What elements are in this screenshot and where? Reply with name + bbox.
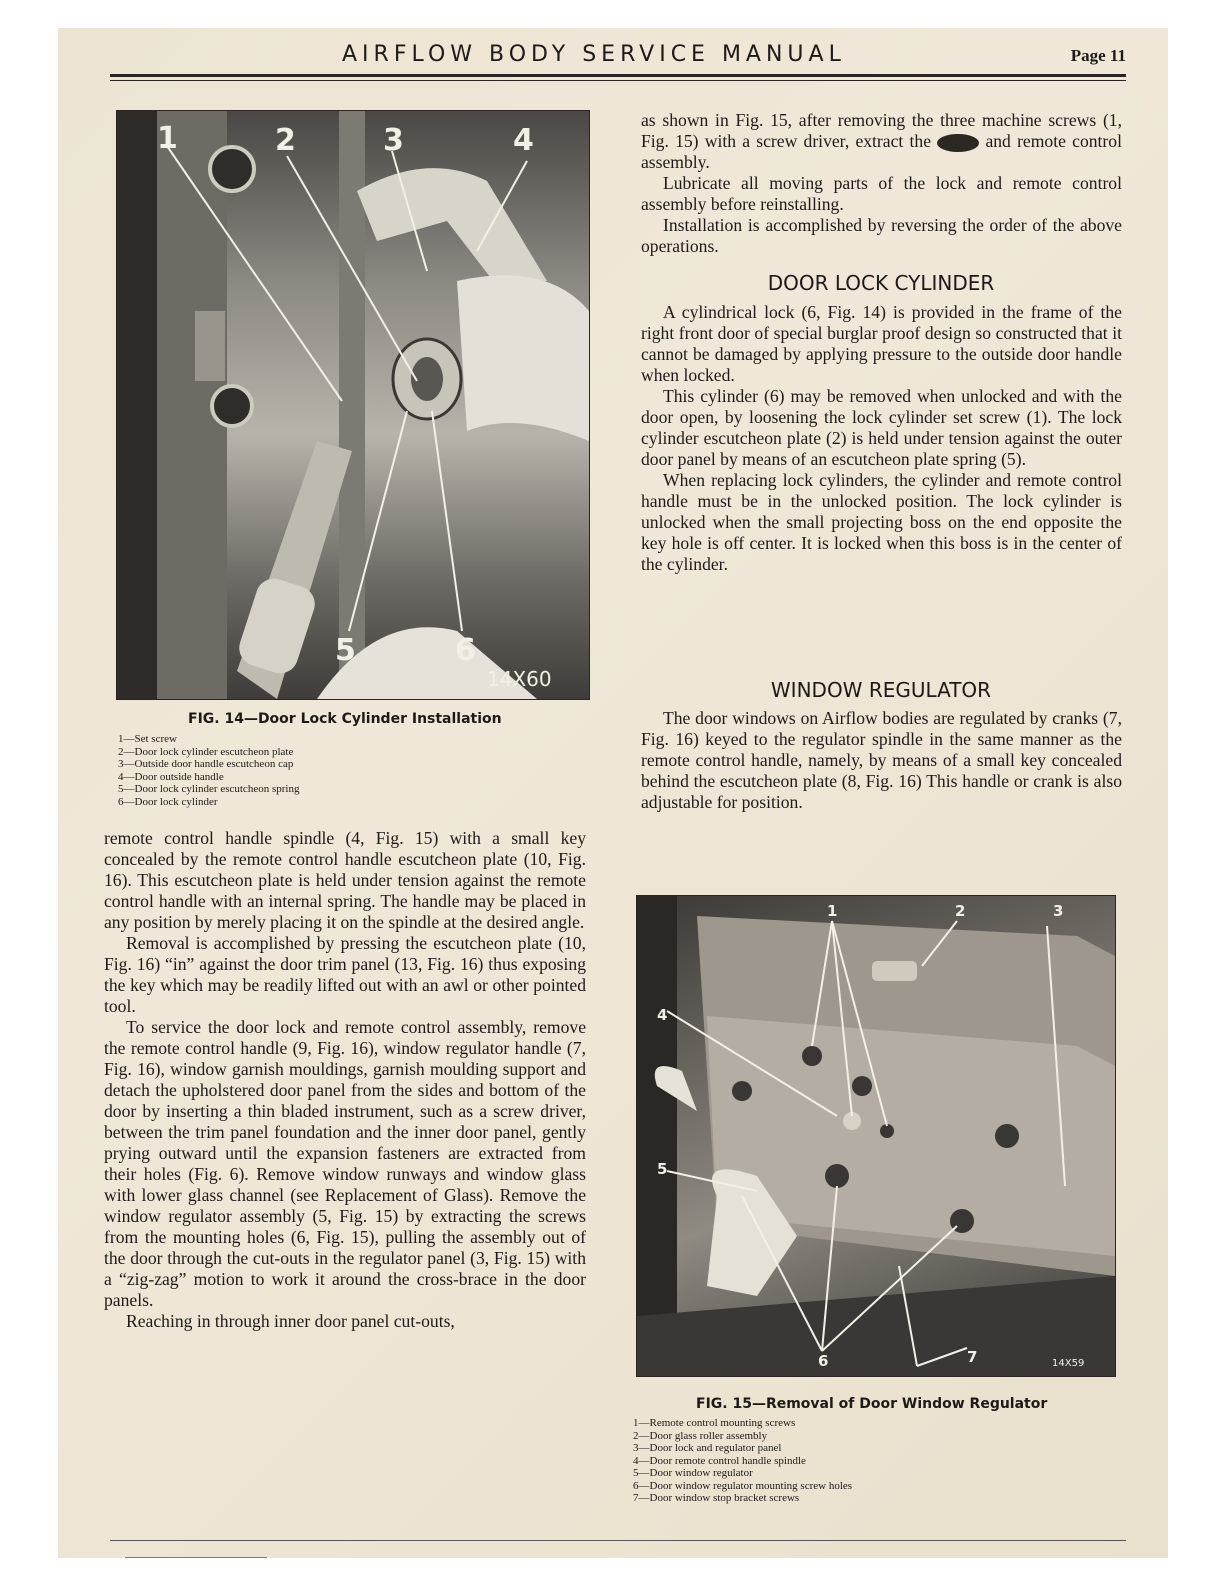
header-rule-thin [110, 80, 1126, 81]
figure-14-photo [116, 110, 590, 700]
right-paragraph: When replacing lock cylinders, the cylinder and remote control handle must be in the unlocked position. The lock cylinder is unlocked when the small projecting boss on the end opposite the key hole is off center. It is locked when this boss is in the center of the cylinder. [641, 470, 1122, 574]
figure-15-legend [633, 1417, 933, 1505]
figure-14-illustration [117, 111, 589, 699]
door-lock-section-text [641, 302, 1122, 575]
figure-15-legend-item: 4—Door remote control handle spindle [633, 1454, 806, 1467]
figure-15-callout-5: 5 [657, 1160, 668, 1178]
page-header [110, 40, 1126, 76]
figure-14-legend-item: 4—Door outside handle [118, 770, 224, 783]
left-paragraph: To service the door lock and remote control assembly, remove the remote control handle (9, Fig. 16), window regulator handle (7, Fig. 16), window garnish mouldings, garnish moulding support and detach the upholstered door panel from the sides and bottom of the door by inserting a thin bladed instrument, such as a screw driver, between the trim panel foundation and the inner door panel, gently prying outward until the expansion fasteners are extracted from their holes (Fig. 6). Remove window runways and window glass with lower glass channel (see Replacement of Glass). Remove the window regulator assembly (5, Fig. 15) by extracting the screws from the mounting holes (6, Fig. 15), pulling the assembly out of the door through the cut-outs in the regulator panel (3, Fig. 15) with a “zig-zag” motion to work it around the cross-brace in the door panels. [104, 1017, 586, 1310]
figure-14-legend-item: 2—Door lock cylinder escutcheon plate [118, 745, 294, 758]
figure-14-photo-code: 14X60 [487, 667, 552, 691]
figure-14-callout-6: 6 [455, 633, 476, 668]
manual-title: AIRFLOW BODY SERVICE MANUAL [342, 42, 846, 67]
figure-14-legend-item: 5—Door lock cylinder escutcheon spring [118, 783, 300, 795]
figure-15-legend-item: 1—Remote control mounting screws [633, 1417, 796, 1429]
right-column-intro [641, 110, 1122, 257]
figure-15-photo [636, 895, 1116, 1377]
figure-15-legend-item: 7—Door window stop bracket screws [633, 1492, 800, 1504]
figure-14-legend-item: 6—Door lock cylinder [118, 795, 218, 808]
footer-rule [110, 1540, 1126, 1541]
figure-14-caption: FIG. 14—Door Lock Cylinder Installation [188, 711, 502, 727]
figure-14-legend-item: 1—Set screw [118, 733, 177, 745]
figure-15-callout-6: 6 [818, 1352, 829, 1370]
figure-14-legend-item: 3—Outside door handle escutcheon cap [118, 758, 294, 770]
figure-15-legend-item: 2—Door glass roller assembly [633, 1429, 768, 1442]
figure-15-callout-2: 2 [955, 902, 966, 920]
right-paragraph: Installation is accomplished by reversing the order of the above operations. [641, 215, 1122, 256]
window-regulator-section-text [641, 708, 1122, 813]
figure-15-illustration [637, 896, 1115, 1376]
header-rule-thick [110, 74, 1126, 77]
figure-15-photo-code: 14X59 [1052, 1358, 1085, 1369]
figure-15-legend-item: 6—Door window regulator mounting screw holes [633, 1479, 853, 1492]
figure-14-callout-5: 5 [335, 633, 356, 668]
right-paragraph: A cylindrical lock (6, Fig. 14) is provided in the frame of the right front door of special burglar proof design so constructed that it cannot be damaged by applying pressure to the outside door handle when locked. [641, 302, 1122, 385]
left-paragraph: remote control handle spindle (4, Fig. 15) with a small key concealed by the remote control handle escutcheon plate (10, Fig. 16). This escutcheon plate is held under tension against the remote control handle with an internal spring. The handle may be placed in any position by merely placing it on the spindle at the desired angle. [104, 828, 586, 932]
figure-15-callout-4: 4 [657, 1006, 668, 1024]
right-intro-text-cont: and remote control assembly. [641, 131, 1122, 172]
figure-15-legend-item: 5—Door window regulator [633, 1467, 753, 1479]
page-number: Page 11 [1070, 46, 1126, 65]
figure-15-caption: FIG. 15—Removal of Door Window Regulator [696, 1396, 1048, 1412]
figure-14-callout-2: 2 [275, 123, 296, 158]
door-lock-cylinder-heading: DOOR LOCK CYLINDER [767, 271, 995, 295]
window-regulator-heading: WINDOW REGULATOR [770, 678, 992, 702]
figure-14-callout-1: 1 [157, 121, 178, 156]
figure-15-callout-7: 7 [967, 1348, 978, 1366]
figure-15-callout-1: 1 [827, 902, 838, 920]
left-paragraph: Removal is accomplished by pressing the escutcheon plate (10, Fig. 16) “in” against the door trim panel (13, Fig. 16) thus exposing the key which may be readily lifted out with an awl or other pointed tool. [104, 933, 586, 1016]
footer-link-underline [125, 1557, 267, 1558]
ink-smudge [937, 134, 979, 152]
figure-15-callout-3: 3 [1053, 902, 1064, 920]
right-paragraph: This cylinder (6) may be removed when unlocked and with the door open, by loosening the lock cylinder set screw (1). The lock cylinder escutcheon plate (2) is held under tension against the outer door panel by means of an escutcheon plate spring (5). [641, 386, 1122, 469]
right-paragraph: The door windows on Airflow bodies are regulated by cranks (7, Fig. 16) keyed to the regulator spindle in the same manner as the remote control handle, namely, by means of a small key concealed behind the escutcheon plate (8, Fig. 16) This handle or crank is also adjustable for position. [641, 708, 1122, 812]
right-intro-text: as shown in Fig. 15, after removing the three machine screws (1, Fig. 15) with a screw driver, extract the [641, 110, 1122, 151]
figure-14-callout-3: 3 [383, 123, 404, 158]
right-paragraph: Lubricate all moving parts of the lock and remote control assembly before reinstalling. [641, 173, 1122, 214]
figure-14-legend [118, 733, 418, 808]
left-column-text [104, 828, 586, 1332]
left-paragraph: Reaching in through inner door panel cut-outs, [126, 1311, 455, 1331]
figure-15-legend-item: 3—Door lock and regulator panel [633, 1442, 782, 1454]
figure-14-callout-4: 4 [513, 123, 534, 158]
